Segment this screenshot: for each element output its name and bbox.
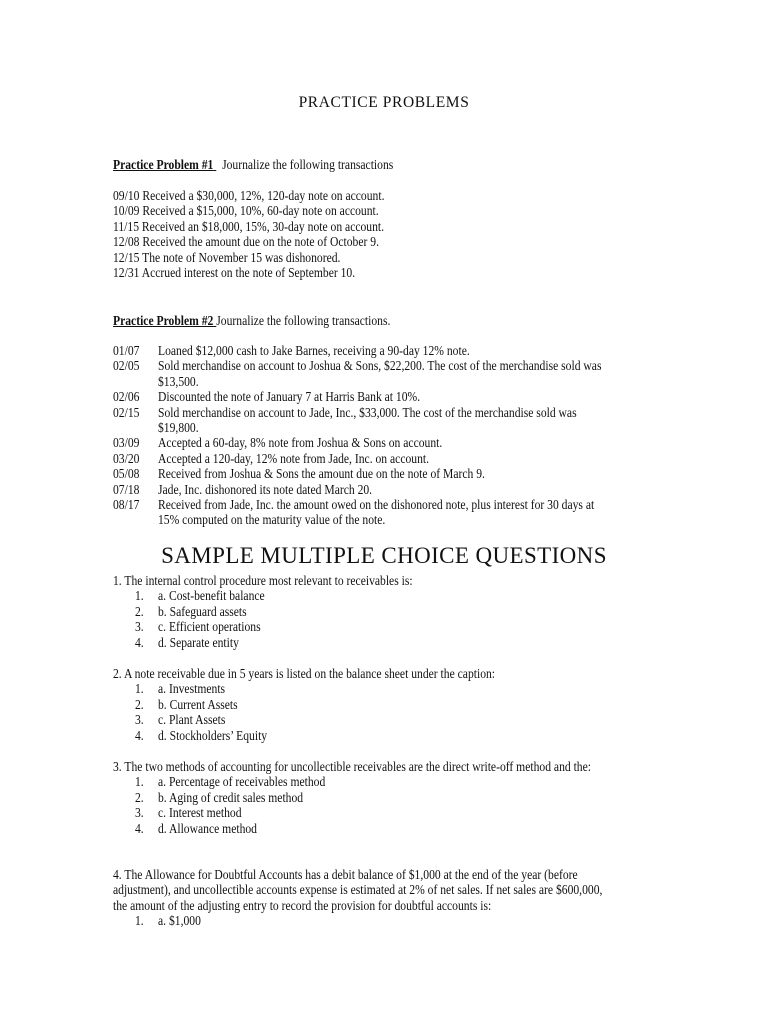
option-text: c. Efficient operations — [158, 619, 261, 635]
question-stem: 2. A note receivable due in 5 years is listed on the balance sheet under the caption: — [113, 666, 496, 681]
option-text: a. Cost-benefit balance — [158, 588, 265, 604]
answer-option — [113, 604, 461, 619]
transaction-text: Discounted the note of January 7 at Harris Bank at 10%. — [158, 389, 421, 405]
question-stem: 1. The internal control procedure most relevant to receivables is: — [113, 573, 413, 588]
option-text: d. Separate entity — [158, 634, 239, 650]
option-text: c. Interest method — [158, 805, 242, 821]
page-title: PRACTICE PROBLEMS — [298, 94, 470, 111]
question-2 — [113, 666, 557, 743]
question-3 — [113, 759, 669, 836]
option-text: b. Safeguard assets — [158, 603, 247, 619]
option-text: d. Allowance method — [158, 820, 257, 836]
transaction-date: 07/18 — [113, 481, 140, 497]
answer-option — [113, 712, 557, 727]
transaction-text: Jade, Inc. dishonored its note dated March 20. — [158, 481, 373, 497]
question-stem: the amount of the adjusting entry to record the provision for doubtful accounts is: — [113, 897, 492, 913]
answer-option — [113, 790, 669, 805]
option-number: 2. — [135, 696, 144, 712]
answer-option — [113, 774, 669, 789]
problem1-line: 12/31 Accrued interest on the note of September 10. — [113, 264, 356, 280]
question-stem: 4. The Allowance for Doubtful Accounts has a debit balance of $1,000 at the end of the year (before — [113, 867, 578, 882]
option-text: a. Investments — [158, 681, 226, 697]
option-number: 2. — [135, 789, 144, 805]
problem1-heading — [113, 157, 439, 173]
answer-option — [113, 805, 669, 820]
transaction-date: 03/09 — [113, 435, 140, 451]
answer-option — [113, 728, 557, 743]
transaction-text: Received from Joshua & Sons the amount due on the note of March 9. — [158, 466, 485, 482]
answer-option — [113, 697, 557, 712]
answer-option — [113, 588, 461, 603]
option-number: 4. — [135, 634, 144, 650]
transaction-date: 08/17 — [113, 496, 140, 512]
option-number: 1. — [135, 681, 144, 697]
problem1-label: Practice Problem #1 — [113, 157, 214, 172]
transaction-text: Accepted a 60-day, 8% note from Joshua & Sons on account. — [158, 435, 443, 451]
option-number: 4. — [135, 727, 144, 743]
question-stem: adjustment), and uncollectible accounts expense is estimated at 2% of net sales. If net sales are $600,000, — [113, 882, 603, 898]
option-text: d. Stockholders’ Equity — [158, 727, 268, 743]
question-stem: 3. The two methods of accounting for uncollectible receivables are the direct write-off method and the: — [113, 759, 591, 774]
problem1-line: 09/10 Received a $30,000, 12%, 120-day note on account. — [113, 188, 385, 203]
problem1-transactions — [113, 188, 429, 280]
answer-option — [113, 635, 461, 650]
problem2-instruction: Journalize the following transactions. — [216, 313, 391, 328]
problem1-line: 10/09 Received a $15,000, 10%, 60-day note on account. — [113, 203, 379, 219]
problem2-label: Practice Problem #2 — [113, 313, 214, 328]
option-number: 4. — [135, 820, 144, 836]
problem1-line: 11/15 Received an $18,000, 15%, 30-day note on account. — [113, 218, 385, 234]
problem1-line: 12/08 Received the amount due on the note of October 9. — [113, 234, 379, 250]
option-text: c. Plant Assets — [158, 712, 226, 728]
transaction-date: 02/15 — [113, 404, 140, 420]
transaction-text: Sold merchandise on account to Jade, Inc., $33,000. The cost of the merchandise sold was — [158, 404, 577, 420]
question-4 — [113, 867, 682, 929]
option-number: 3. — [135, 805, 144, 821]
answer-option — [113, 681, 557, 696]
option-text: a. $1,000 — [158, 913, 201, 929]
option-number: 2. — [135, 603, 144, 619]
answer-option — [113, 913, 682, 928]
problem1-line: 12/15 The note of November 15 was dishonored. — [113, 249, 341, 265]
answer-option — [113, 619, 461, 634]
transaction-text: 15% computed on the maturity value of the note. — [158, 512, 386, 528]
option-number: 1. — [135, 774, 144, 790]
problem2-transactions — [113, 343, 673, 528]
option-number: 3. — [135, 712, 144, 728]
transaction-text: $13,500. — [158, 373, 199, 389]
mc-heading: SAMPLE MULTIPLE CHOICE QUESTIONS — [161, 543, 607, 568]
transaction-date: 02/06 — [113, 389, 140, 405]
transaction-text: Received from Jade, Inc. the amount owed on the dishonored note, plus interest for 30 days at — [158, 496, 595, 512]
problem2-heading — [113, 313, 436, 329]
option-text: b. Aging of credit sales method — [158, 789, 304, 805]
answer-option — [113, 821, 669, 836]
transaction-text: Loaned $12,000 cash to Jake Barnes, receiving a 90-day 12% note. — [158, 343, 470, 358]
transaction-text: $19,800. — [158, 419, 199, 435]
option-number: 1. — [135, 588, 144, 604]
transaction-date: 03/20 — [113, 450, 140, 466]
option-number: 1. — [135, 913, 144, 929]
transaction-text: Sold merchandise on account to Joshua & Sons, $22,200. The cost of the merchandise sold was — [158, 358, 602, 374]
problem1-instruction: Journalize the following transactions — [222, 157, 394, 172]
transaction-date: 02/05 — [113, 358, 140, 374]
question-1 — [113, 573, 461, 650]
transaction-date: 05/08 — [113, 466, 140, 482]
option-number: 3. — [135, 619, 144, 635]
transaction-date: 01/07 — [113, 343, 140, 358]
transaction-text: Accepted a 120-day, 12% note from Jade, Inc. on account. — [158, 450, 430, 466]
option-text: a. Percentage of receivables method — [158, 774, 326, 790]
option-text: b. Current Assets — [158, 696, 238, 712]
